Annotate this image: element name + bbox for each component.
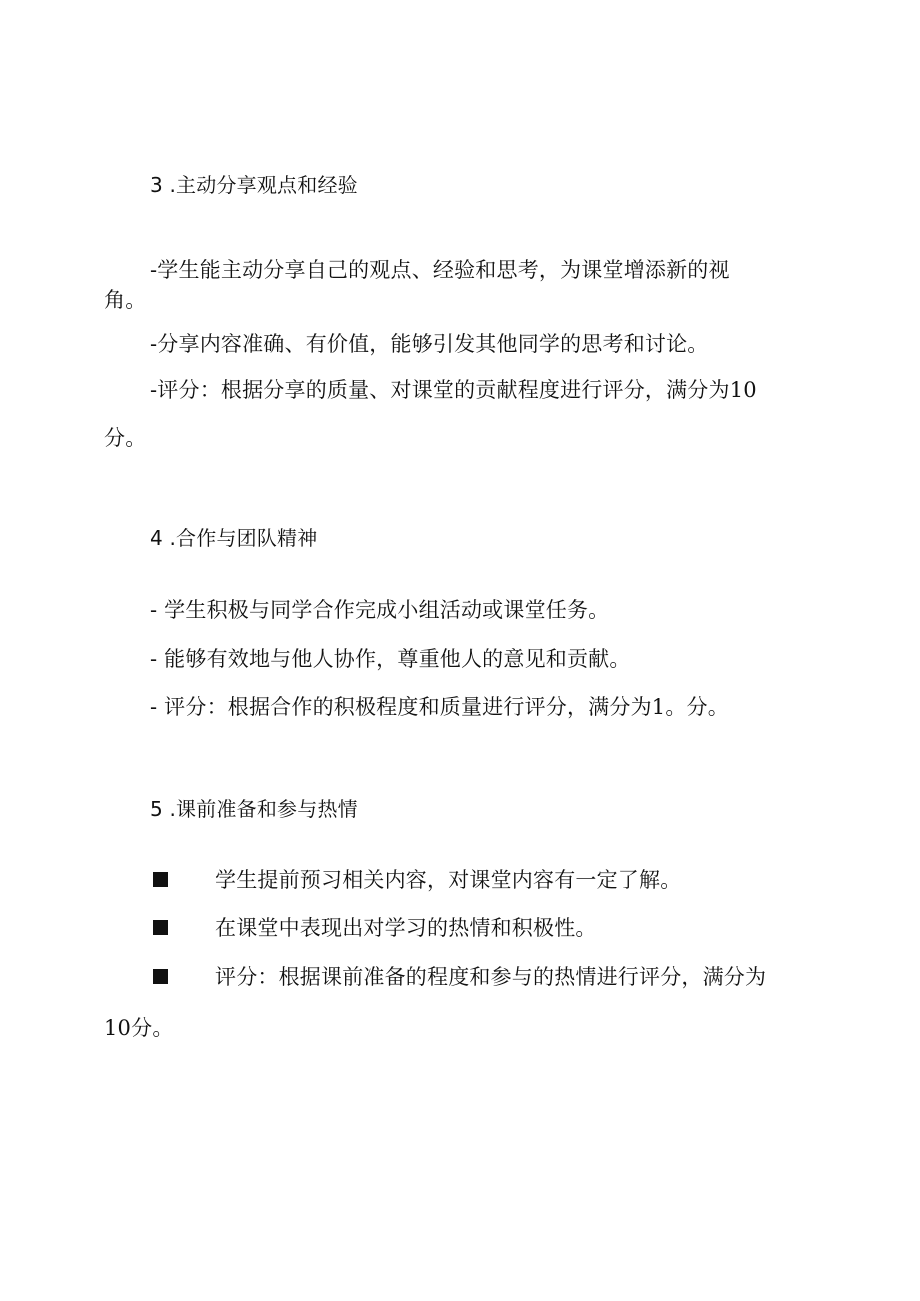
square-bullet-icon (153, 872, 168, 887)
section-5-bullet-3-cont: 10分。 (104, 1016, 174, 1040)
section-3-line-3: -评分：根据分享的质量、对课堂的贡献程度进行评分，满分为10 (150, 378, 757, 402)
section-5-bullet-1: 学生提前预习相关内容，对课堂内容有一定了解。 (215, 868, 682, 892)
section-5-heading: 5 .课前准备和参与热情 (150, 797, 358, 821)
section-4-heading: 4 .合作与团队精神 (150, 526, 318, 550)
square-bullet-icon (153, 920, 168, 935)
section-4-line-2: - 能够有效地与他人协作，尊重他人的意见和贡献。 (150, 647, 631, 671)
section-4-line-1: - 学生积极与同学合作完成小组活动或课堂任务。 (150, 598, 610, 622)
section-5-bullet-2: 在课堂中表现出对学习的热情和积极性。 (215, 916, 597, 940)
section-3-line-1: -学生能主动分享自己的观点、经验和思考，为课堂增添新的视 (150, 258, 730, 282)
section-5-bullet-3: 评分：根据课前准备的程度和参与的热情进行评分，满分为 (215, 965, 767, 989)
section-3-line-2: -分享内容准确、有价值，能够引发其他同学的思考和讨论。 (150, 332, 709, 356)
section-4-line-3: - 评分：根据合作的积极程度和质量进行评分，满分为1。分。 (150, 695, 729, 719)
section-3-line-1-cont: 角。 (104, 288, 147, 312)
section-3-line-3-cont: 分。 (104, 426, 147, 450)
square-bullet-icon (153, 969, 168, 984)
section-3-heading: 3 .主动分享观点和经验 (150, 173, 358, 197)
